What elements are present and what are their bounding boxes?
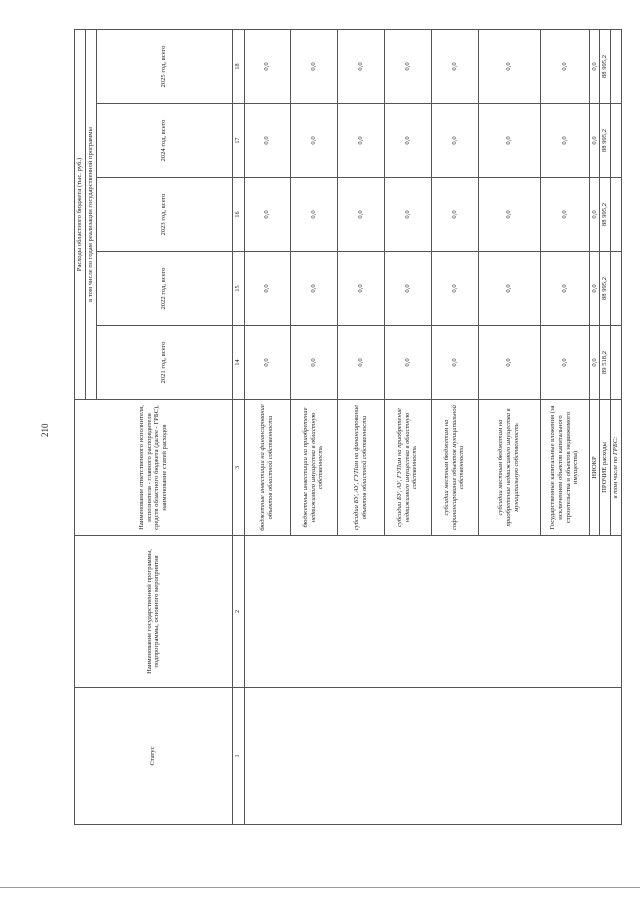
value-cell: 0,0 (431, 104, 478, 178)
value-cell: 0,0 (431, 178, 478, 252)
header-executor: Наименование ответственного исполнителя, исполнителя - главного распорядителя средств областного бюджета (далее - ГРБС), наименование статей расходов (75, 400, 233, 536)
value-cell: 0,0 (337, 178, 384, 252)
row-label: субсидии БУ, АУ, ГУПам на приобретение недвижимого имущества в областную собственность (384, 400, 431, 536)
value-cell: 0,0 (337, 104, 384, 178)
column-number: 15 (232, 252, 244, 326)
value-cell: 0,0 (431, 326, 478, 400)
row-label: субсидии БУ, АУ, ГУПам на финансирование объектов областной собственности (337, 400, 384, 536)
value-cell: 0,0 (244, 326, 290, 400)
column-number: 17 (232, 104, 244, 178)
value-cell: 0,0 (290, 326, 337, 400)
value-cell: 0,0 (589, 30, 600, 104)
rotated-page-content (74, 30, 620, 825)
value-cell: 0,0 (290, 104, 337, 178)
value-cell: 0,0 (244, 30, 290, 104)
header-year-2021: 2021 год, всего (96, 326, 232, 400)
row-label: субсидии местным бюджетам на приобретение недвижимого имущества в муниципальную собственность (478, 400, 540, 536)
table-row (244, 30, 290, 825)
value-cell: 0,0 (431, 30, 478, 104)
column-number: 18 (232, 30, 244, 104)
header-row-1 (75, 30, 86, 825)
value-cell: 89 518,2 (600, 326, 611, 400)
value-cell: 0,0 (540, 104, 589, 178)
header-budget-group: Расходы областного бюджета (тыс. руб.) (75, 30, 86, 400)
value-cell: 0,0 (384, 30, 431, 104)
value-cell: 0,0 (589, 252, 600, 326)
column-number: 14 (232, 326, 244, 400)
value-cell: 0,0 (244, 104, 290, 178)
value-cell: 0,0 (540, 30, 589, 104)
row-label: субсидии местным бюджетам на софинансирование объектов муниципальной собственности (431, 400, 478, 536)
value-cell: 0,0 (540, 252, 589, 326)
header-program-name: Наименование государственной программы, подпрограммы, основного мероприятия (75, 536, 233, 688)
row-label: НИОКР (589, 400, 600, 536)
value-cell: 0,0 (337, 326, 384, 400)
value-cell: 0,0 (431, 252, 478, 326)
value-cell: 88 995,2 (600, 252, 611, 326)
row-label: бюджетные инвестиции на приобретение недвижимого имущества в областную собственность (290, 400, 337, 536)
row-label: ПРОЧИЕ расходы (600, 400, 611, 536)
value-cell (611, 326, 622, 400)
value-cell: 0,0 (384, 178, 431, 252)
value-cell: 0,0 (540, 178, 589, 252)
value-cell: 0,0 (384, 252, 431, 326)
value-cell: 0,0 (478, 178, 540, 252)
value-cell: 0,0 (478, 252, 540, 326)
header-year-2023: 2023 год, всего (96, 178, 232, 252)
header-status: Статус (75, 688, 233, 825)
value-cell: 0,0 (337, 252, 384, 326)
column-number: 16 (232, 178, 244, 252)
value-cell: 88 995,2 (600, 30, 611, 104)
column-number: 3 (232, 400, 244, 536)
row-label: бюджетные инвестиции на финансирование объектов областной собственности (244, 400, 290, 536)
value-cell: 0,0 (290, 252, 337, 326)
value-cell (611, 178, 622, 252)
value-cell: 0,0 (384, 326, 431, 400)
value-cell: 88 995,2 (600, 178, 611, 252)
row-label: в том числе по ГРБС: (611, 400, 622, 536)
value-cell: 0,0 (384, 104, 431, 178)
column-number: 1 (232, 688, 244, 825)
column-number-row (232, 30, 244, 825)
value-cell: 0,0 (589, 178, 600, 252)
value-cell: 0,0 (478, 326, 540, 400)
program-cell (244, 536, 621, 688)
value-cell: 0,0 (478, 30, 540, 104)
status-cell (244, 688, 621, 825)
value-cell: 0,0 (290, 178, 337, 252)
value-cell: 0,0 (244, 252, 290, 326)
page-number: 210 (40, 423, 50, 437)
value-cell: 88 995,2 (600, 104, 611, 178)
column-number: 2 (232, 536, 244, 688)
value-cell: 0,0 (244, 178, 290, 252)
value-cell: 0,0 (589, 104, 600, 178)
budget-table (74, 29, 622, 825)
header-year-2024: 2024 год, всего (96, 104, 232, 178)
value-cell (611, 252, 622, 326)
value-cell: 0,0 (478, 104, 540, 178)
value-cell: 0,0 (540, 326, 589, 400)
header-year-2025: 2025 год, всего (96, 30, 232, 104)
footer-line (0, 887, 640, 888)
row-label: Государственные капитальные вложения (за исключением объектов капитального строительства и объектов недвижимого имущества) (540, 400, 589, 536)
value-cell: 0,0 (337, 30, 384, 104)
header-years-group: в том числе по годам реализации государственной программы (85, 30, 96, 400)
value-cell: 0,0 (290, 30, 337, 104)
value-cell: 0,0 (589, 326, 600, 400)
header-year-2022: 2022 год, всего (96, 252, 232, 326)
value-cell (611, 30, 622, 104)
value-cell (611, 104, 622, 178)
